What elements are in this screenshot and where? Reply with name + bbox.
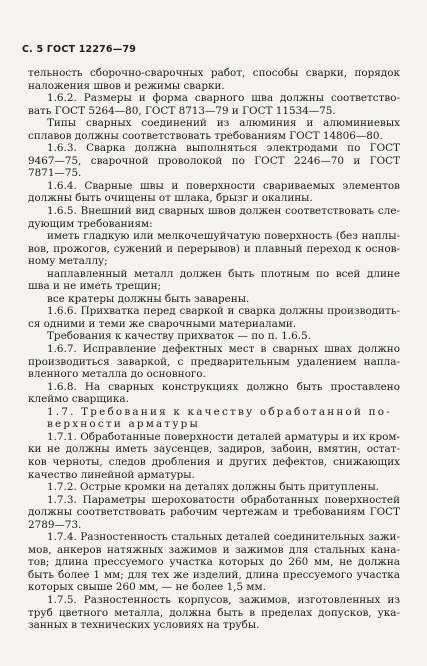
text-line: ков черноты, следов дробления и других дефектов, снижающих xyxy=(28,455,400,468)
text-line: труб цветного металла, должна быть в пределах допусков, ука- xyxy=(28,606,400,619)
text-line: 1.7.5. Разностенность корпусов, зажимов, изготовленных из xyxy=(47,593,400,606)
text-line: дующим требованиям: xyxy=(28,217,153,230)
text-line: которых свыше 260 мм, — не более 1,5 мм. xyxy=(28,581,266,594)
text-line: ся одними и теми же сварочными материалами. xyxy=(28,317,297,330)
text-line: должны соответствовать рабочим чертежам и требованиям ГОСТ xyxy=(28,506,400,519)
text-line: вов, прожогов, сужений и перерывов) и плавный переход к основ- xyxy=(28,242,400,255)
text-line: шва и не иметь трещин; xyxy=(28,280,162,293)
text-line: Типы сварных соединений из алюминия и алюминиевых xyxy=(47,117,400,130)
text-line: клеймо сварщика. xyxy=(28,393,129,406)
text-line: должны быть очищены от шлака, брызг и окалины. xyxy=(28,192,313,205)
text-line: сплавов должны соответствовать требованиям ГОСТ 14806—80. xyxy=(28,129,383,142)
text-line: 1.6.5. Внешний вид сварных швов должен соответствовать сле- xyxy=(47,205,400,218)
text-line: 1.6.6. Прихватка перед сваркой и сварка должны производить- xyxy=(47,305,400,318)
text-line: тельность сборочно-сварочных работ, способы сварки, порядок xyxy=(28,67,400,79)
text-line: тов; длина прессуемого участка которых до 260 мм, не должна xyxy=(28,556,400,569)
text-line: 1.6.8. На сварных конструкциях должно быть проставлено xyxy=(47,380,400,393)
section-heading-line: 1.7. Требования к качеству обработанной по- xyxy=(47,405,392,418)
text-line: 1.6.4. Сварные швы и поверхности свариваемых элементов xyxy=(47,179,400,192)
text-line: качество линейной арматуры. xyxy=(28,468,195,481)
text-line: 2789—73. xyxy=(28,518,82,531)
text-line: 7871—75. xyxy=(28,167,82,180)
text-line: вленного металла до основного. xyxy=(28,368,206,381)
text-line: 9467—75, сварочной проволокой по ГОСТ 2246—70 и ГОСТ xyxy=(28,154,400,167)
text-line: ному металлу; xyxy=(28,255,108,268)
text-line: ки не должны иметь заусенцев, задиров, забоин, вмятин, остат- xyxy=(28,443,400,456)
section-heading-line: верхности арматуры xyxy=(47,418,200,431)
text-line: занных в технических условиях на трубы. xyxy=(28,619,260,632)
text-line: иметь гладкую или мелкочешуйчатую поверхность (без наплы- xyxy=(47,230,400,243)
text-line: все кратеры должны быть заварены. xyxy=(47,292,250,305)
text-line: быть более 1 мм; для тех же изделий, длина прессуемого участка xyxy=(28,568,400,581)
text-line: 1.7.1. Обработанные поверхности деталей арматуры и их кром- xyxy=(47,430,400,443)
text-line: вать ГОСТ 5264—80, ГОСТ 8713—79 и ГОСТ 11534—75. xyxy=(28,104,336,117)
text-line: 1.7.3. Параметры шероховатости обработанных поверхностей xyxy=(47,493,400,506)
text-line: производиться заваркой, с предварительным удалением напла- xyxy=(28,355,400,368)
text-line: 1.7.4. Разностенность стальных деталей соединительных зажи- xyxy=(47,531,400,544)
text-line: мов, анкеров натяжных зажимов и зажимов для стальных кана- xyxy=(28,543,400,556)
text-line: 1.6.2. Размеры и форма сварного шва должны соответство- xyxy=(47,92,400,105)
text-line: наложения швов и режимы сварки. xyxy=(28,79,225,92)
document-body xyxy=(28,67,400,632)
page-header: С. 5 ГОСТ 12276—79 xyxy=(22,44,137,55)
text-line: Требования к качеству прихваток — по п. 1.6.5. xyxy=(47,330,311,343)
text-line: 1.6.7. Исправление дефектных мест в сварных швах должно xyxy=(47,343,400,356)
text-line: наплавленный металл должен быть плотным по всей длине xyxy=(47,267,400,280)
text-line: 1.6.3. Сварка должна выполняться электродами по ГОСТ xyxy=(47,142,400,155)
text-line: 1.7.2. Острые кромки на деталях должны быть притуплены. xyxy=(47,481,380,494)
